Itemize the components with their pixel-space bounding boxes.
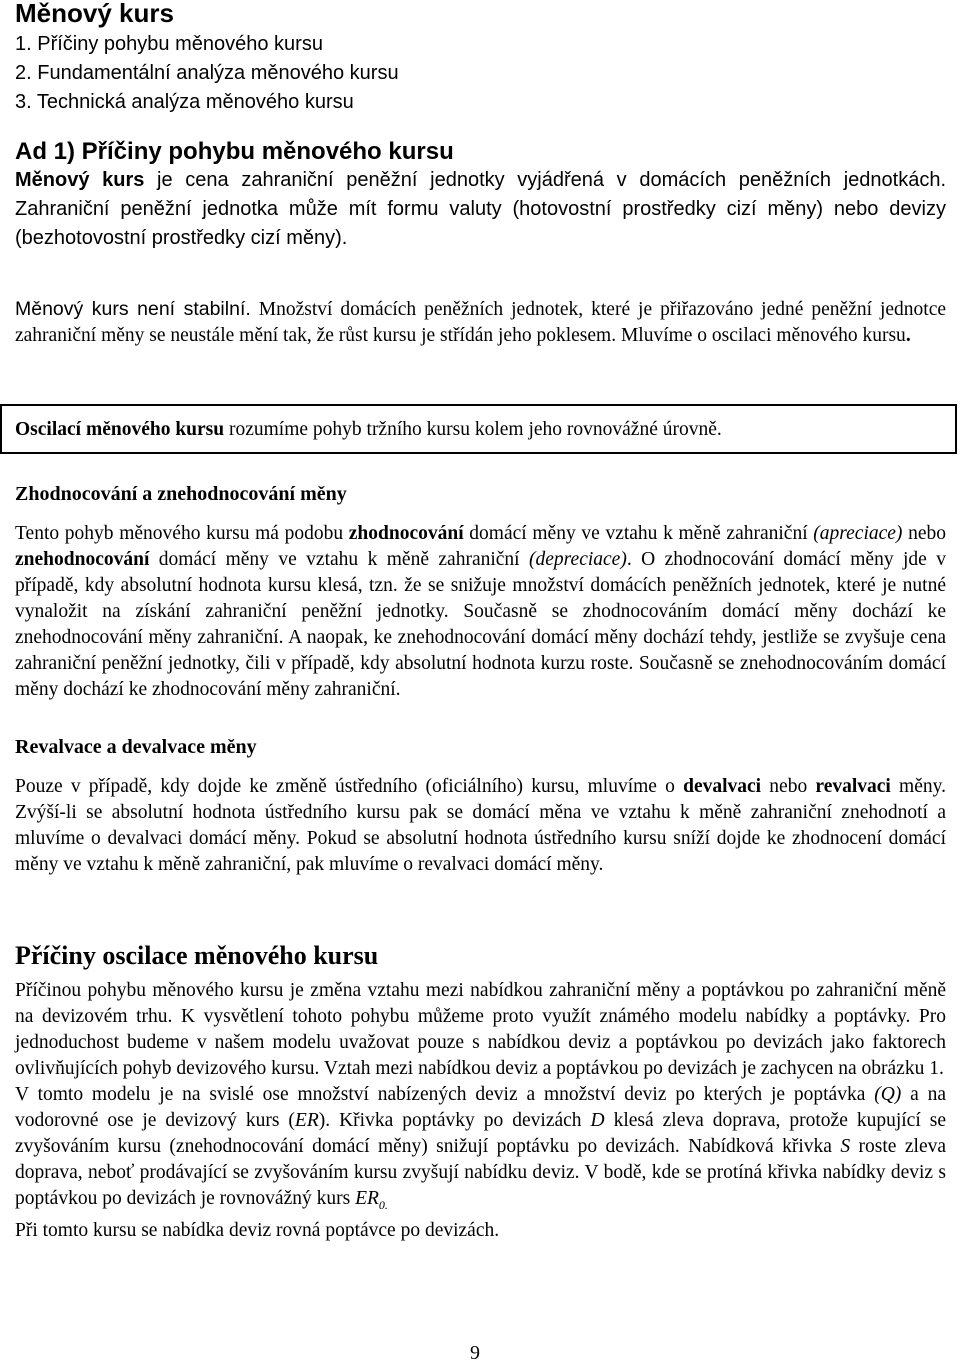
table-of-contents	[15, 30, 946, 117]
section-heading-oscillation: Příčiny oscilace měnového kursu	[15, 941, 379, 970]
toc-item: 2. Fundamentální analýza měnového kursu	[15, 62, 399, 84]
text: měny. Zvýší-li se absolutní hodnota ústředního kursu pak se domácí měna ve vztahu k měně zahraniční znehodnotí a mluvíme o devalvaci domácí měny. Pokud se absolutní hodnota ústředního kursu sníží dojde ke zhodnocení domácí měny ve vztahu k měně zahraniční, pak mluvíme o revalvaci domácí měny.	[15, 776, 946, 875]
text: je cena zahraniční peněžní jednotky vyjádřená v domácích peněžních jednotkách. Zahraniční peněžní jednotka může mít formu valuty (hotovostní prostředky cizí měny) nebo devizy (bezhotovostní prostředky cizí měny).	[15, 169, 947, 249]
text: Tento pohyb měnového kursu má podobu	[15, 523, 349, 544]
section-revaluation	[15, 734, 946, 878]
text: Pouze v případě, kdy dojde ke změně ústředního (oficiálního) kursu, mluvíme o	[15, 776, 684, 797]
text: rozumíme pohyb tržního kursu kolem jeho rovnovážné úrovně.	[224, 419, 722, 440]
italic-term: (apreciace)	[813, 523, 903, 544]
subscript: 0.	[378, 1197, 388, 1212]
paragraph-appreciation	[15, 521, 946, 703]
text: domácí měny ve vztahu k měně zahraniční	[149, 549, 530, 570]
bold-term: Oscilací měnového kursu	[15, 419, 225, 440]
page-title: Měnový kurs	[15, 0, 174, 28]
page-number: 9	[470, 1342, 480, 1364]
text: Při tomto kursu se nabídka deviz rovná poptávce po devizách.	[15, 1219, 500, 1241]
paragraph-oscillation-2	[15, 1082, 946, 1244]
italic-term: ER	[294, 1110, 319, 1131]
text: Množství domácích peněžních jednotek, které je přiřazováno jedné peněžní jednotce zahraniční měny se neustále mění tak, že růst kursu je střídán jeho poklesem. Mluvíme o oscilaci měnového kursu	[15, 299, 947, 346]
italic-term: ER	[355, 1188, 379, 1209]
definition-box-text	[15, 417, 722, 443]
text: domácí měny ve vztahu k měně zahraniční	[463, 523, 814, 544]
italic-term: D	[590, 1110, 605, 1131]
paragraph-instability	[15, 296, 946, 349]
italic-term: S	[840, 1136, 851, 1157]
section-appreciation	[15, 481, 946, 703]
text: . O zhodnocování domácí měny jde v případě, kdy absolutní hodnota kursu klesá, tzn. že se snižuje množství domácích peněžních jednotek, které je nutné vynaložit na získání zahraniční peněžní jednotky. Současně se zhodnocováním domácí měny dochází ke znehodnocování měny zahraniční. A naopak, ke znehodnocování domácí měny dochází tehdy, jestliže se zvyšuje cena zahraniční peněžní jednotky, čili v případě, kdy absolutní hodnota kurzu roste. Současně se znehodnocováním domácí měny dochází ke zhodnocování měny zahraniční.	[15, 549, 946, 700]
text: Měnový kurs není stabilní.	[15, 298, 251, 320]
text: .	[905, 325, 911, 346]
paragraph-definition	[15, 166, 946, 253]
paragraph-revaluation	[15, 774, 946, 878]
section-heading-appreciation: Zhodnocování a znehodnocování měny	[15, 483, 347, 505]
text: ). Křivka poptávky po devizách	[318, 1110, 591, 1131]
section-heading-revaluation: Revalvace a devalvace měny	[15, 736, 257, 758]
bold-term: znehodnocování	[15, 549, 150, 570]
bold-term: zhodnocování	[348, 523, 464, 544]
text: a na vodorovné ose je devizový kurs (	[15, 1084, 947, 1131]
text: klesá zleva doprava, protože kupující se zvyšováním kursu (znehodnocování domácí měny) snižují poptávku po devizách. Nabídková křivka	[15, 1110, 946, 1157]
section-heading-causes: Ad 1) Příčiny pohybu měnového kursu	[15, 138, 454, 165]
italic-term: (Q)	[874, 1084, 902, 1105]
text: V tomto modelu je na svislé ose množství nabízených deviz a množství deviz po kterých je poptávka	[15, 1084, 875, 1105]
text: nebo	[761, 776, 816, 797]
bold-term: revalvaci	[815, 776, 891, 797]
paragraph-oscillation-1: Příčinou pohybu měnového kursu je změna vztahu mezi nabídkou zahraniční měny a poptávkou po zahraniční měně na devizovém trhu. K vysvětlení tohoto pohybu můžeme proto využít známého modelu nabídky a poptávky. Pro jednoduchost budeme v našem modelu uvažovat pouze s nabídkou deviz a poptávkou po devizách jako faktorech ovlivňujících pohyb devizového kursu. Vztah mezi nabídkou deviz a poptávkou po devizách je zachycen na obrázku 1.	[15, 980, 946, 1079]
text: roste zleva doprava, neboť prodávající se zvyšováním kursu zvyšují nabídku deviz. V bodě, kde se protíná křivka nabídky deviz s poptávkou po devizách je rovnovážný kurs	[15, 1136, 946, 1209]
bold-term: devalvaci	[683, 776, 762, 797]
toc-item: 3. Technická analýza měnového kursu	[15, 91, 354, 113]
section-oscillation-causes	[15, 941, 946, 1244]
italic-term: (depreciace)	[529, 549, 627, 570]
toc-item: 1. Příčiny pohybu měnového kursu	[15, 33, 323, 55]
text: nebo	[902, 523, 946, 544]
bold-term: Měnový kurs	[15, 169, 145, 191]
